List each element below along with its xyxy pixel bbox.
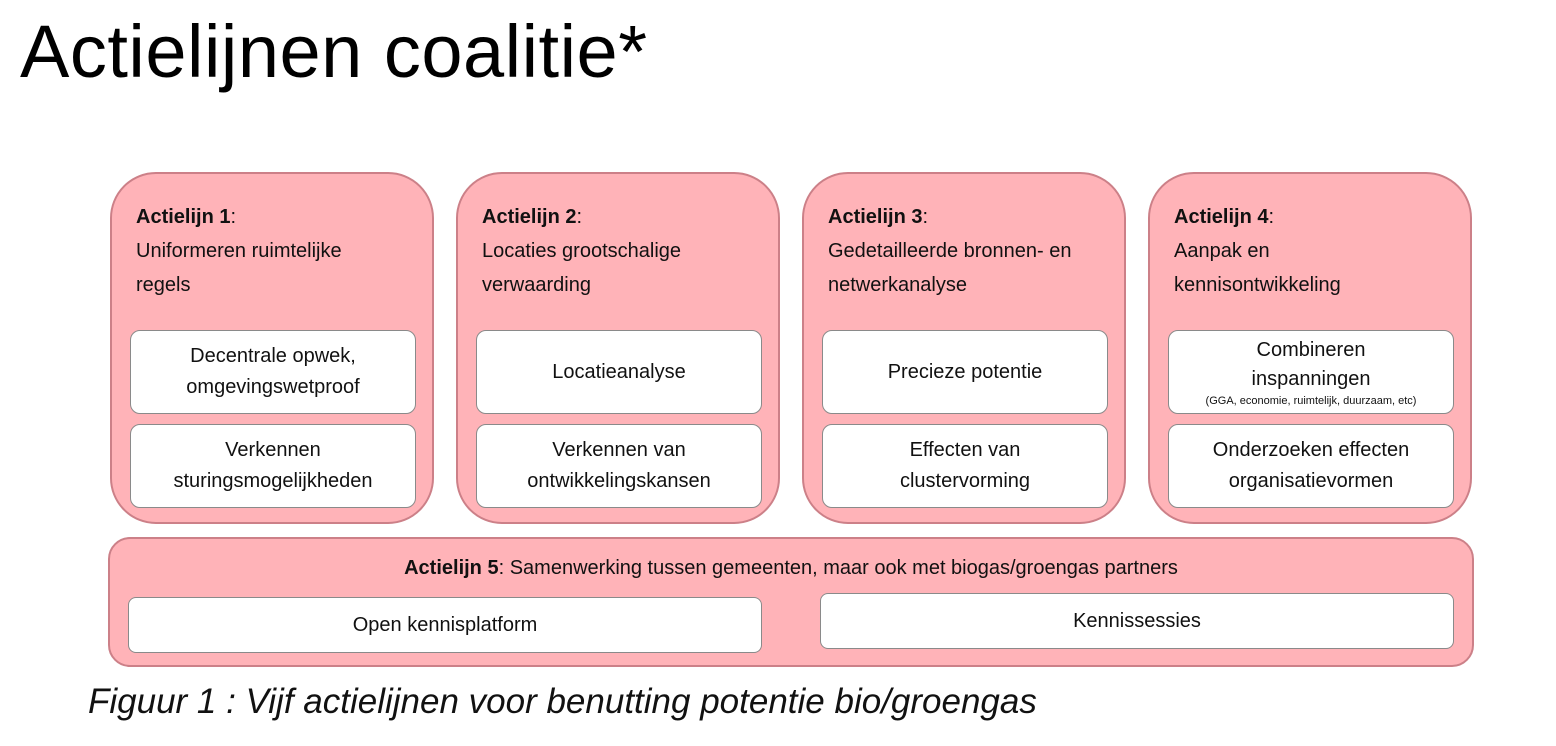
actielijn-5-box: [108, 537, 1474, 667]
actielijn-4-label: Actielijn 4: [1174, 206, 1269, 228]
actielijn-3-header: Actielijn 3: Gedetailleerde bronnen- en netwerkanalyse: [828, 206, 1072, 296]
actielijn-4-sub-top-text: Combineren inspanningen: [1251, 339, 1371, 390]
actielijn-5-sub-right: [820, 593, 1454, 649]
actielijn-5-sub-right-text: Kennissessies: [1073, 609, 1201, 632]
actielijn-1-sub-bottom-text: Verkennen sturingsmogelijkheden: [173, 439, 373, 492]
actielijn-1-label: Actielijn 1: [136, 206, 231, 228]
actielijn-3-sub-bottom: [822, 424, 1108, 508]
actielijn-2-box: [456, 172, 780, 524]
actielijn-1-description: Uniformeren ruimtelijke regels: [136, 240, 342, 296]
actielijn-2-sub-bottom: [476, 424, 762, 508]
actielijn-1-sub-bottom: [130, 424, 416, 508]
actielijn-3-description: Gedetailleerde bronnen- en netwerkanalyse: [828, 240, 1072, 296]
actielijn-4-header: Actielijn 4: Aanpak en kennisontwikkeling: [1174, 200, 1404, 302]
actielijn-3-box: [802, 172, 1126, 524]
actielijn-3-sub-bottom-text: Effecten van clustervorming: [899, 439, 1031, 492]
actielijn-5-header: Actielijn 5: Samenwerking tussen gemeenten, maar ook met biogas/groengas partners: [404, 557, 1178, 579]
actielijn-5-label: Actielijn 5: [404, 557, 499, 579]
actielijn-4-sub-top-note: (GGA, economie, ruimtelijk, duurzaam, etc): [1205, 395, 1417, 407]
actielijn-5-description: Samenwerking tussen gemeenten, maar ook met biogas/groengas partners: [509, 557, 1178, 579]
actielijn-4-description: Aanpak en kennisontwikkeling: [1174, 240, 1341, 296]
actielijn-2-header: Actielijn 2: Locaties grootschalige verwaarding: [482, 206, 682, 296]
figure-caption: Figuur 1 : Vijf actielijnen voor benutting potentie bio/groengas: [88, 682, 1037, 721]
actielijn-4-box: [1148, 172, 1472, 524]
actielijn-3-sub-top-text: Precieze potentie: [887, 360, 1043, 383]
actielijn-1-sub-top: [130, 330, 416, 414]
actielijn-1-header: Actielijn 1: Uniformeren ruimtelijke regels: [136, 206, 342, 296]
actielijn-2-label: Actielijn 2: [482, 206, 577, 228]
actielijn-3-label: Actielijn 3: [828, 206, 923, 228]
actielijn-1-sub-top-text: Decentrale opwek, omgevingswetproof: [186, 345, 360, 398]
actielijn-2-description: Locaties grootschalige verwaarding: [482, 240, 682, 296]
actielijn-4-sub-top: [1168, 330, 1454, 414]
actielijn-2-sub-top: [476, 330, 762, 414]
actielijn-3-sub-top: [822, 330, 1108, 414]
actielijn-4-sub-bottom: [1168, 424, 1454, 508]
actielijn-2-sub-top-text: Locatieanalyse: [552, 360, 686, 383]
actielijn-1-box: [110, 172, 434, 524]
actielijn-5-sub-left-text: Open kennisplatform: [352, 613, 538, 636]
actielijn-5-sub-left: [128, 597, 762, 653]
actielijn-2-sub-bottom-text: Verkennen van ontwikkelingskansen: [527, 439, 711, 492]
page-title: Actielijnen coalitie*: [20, 10, 648, 93]
actielijn-4-sub-bottom-text: Onderzoeken effecten organisatievormen: [1212, 439, 1410, 492]
